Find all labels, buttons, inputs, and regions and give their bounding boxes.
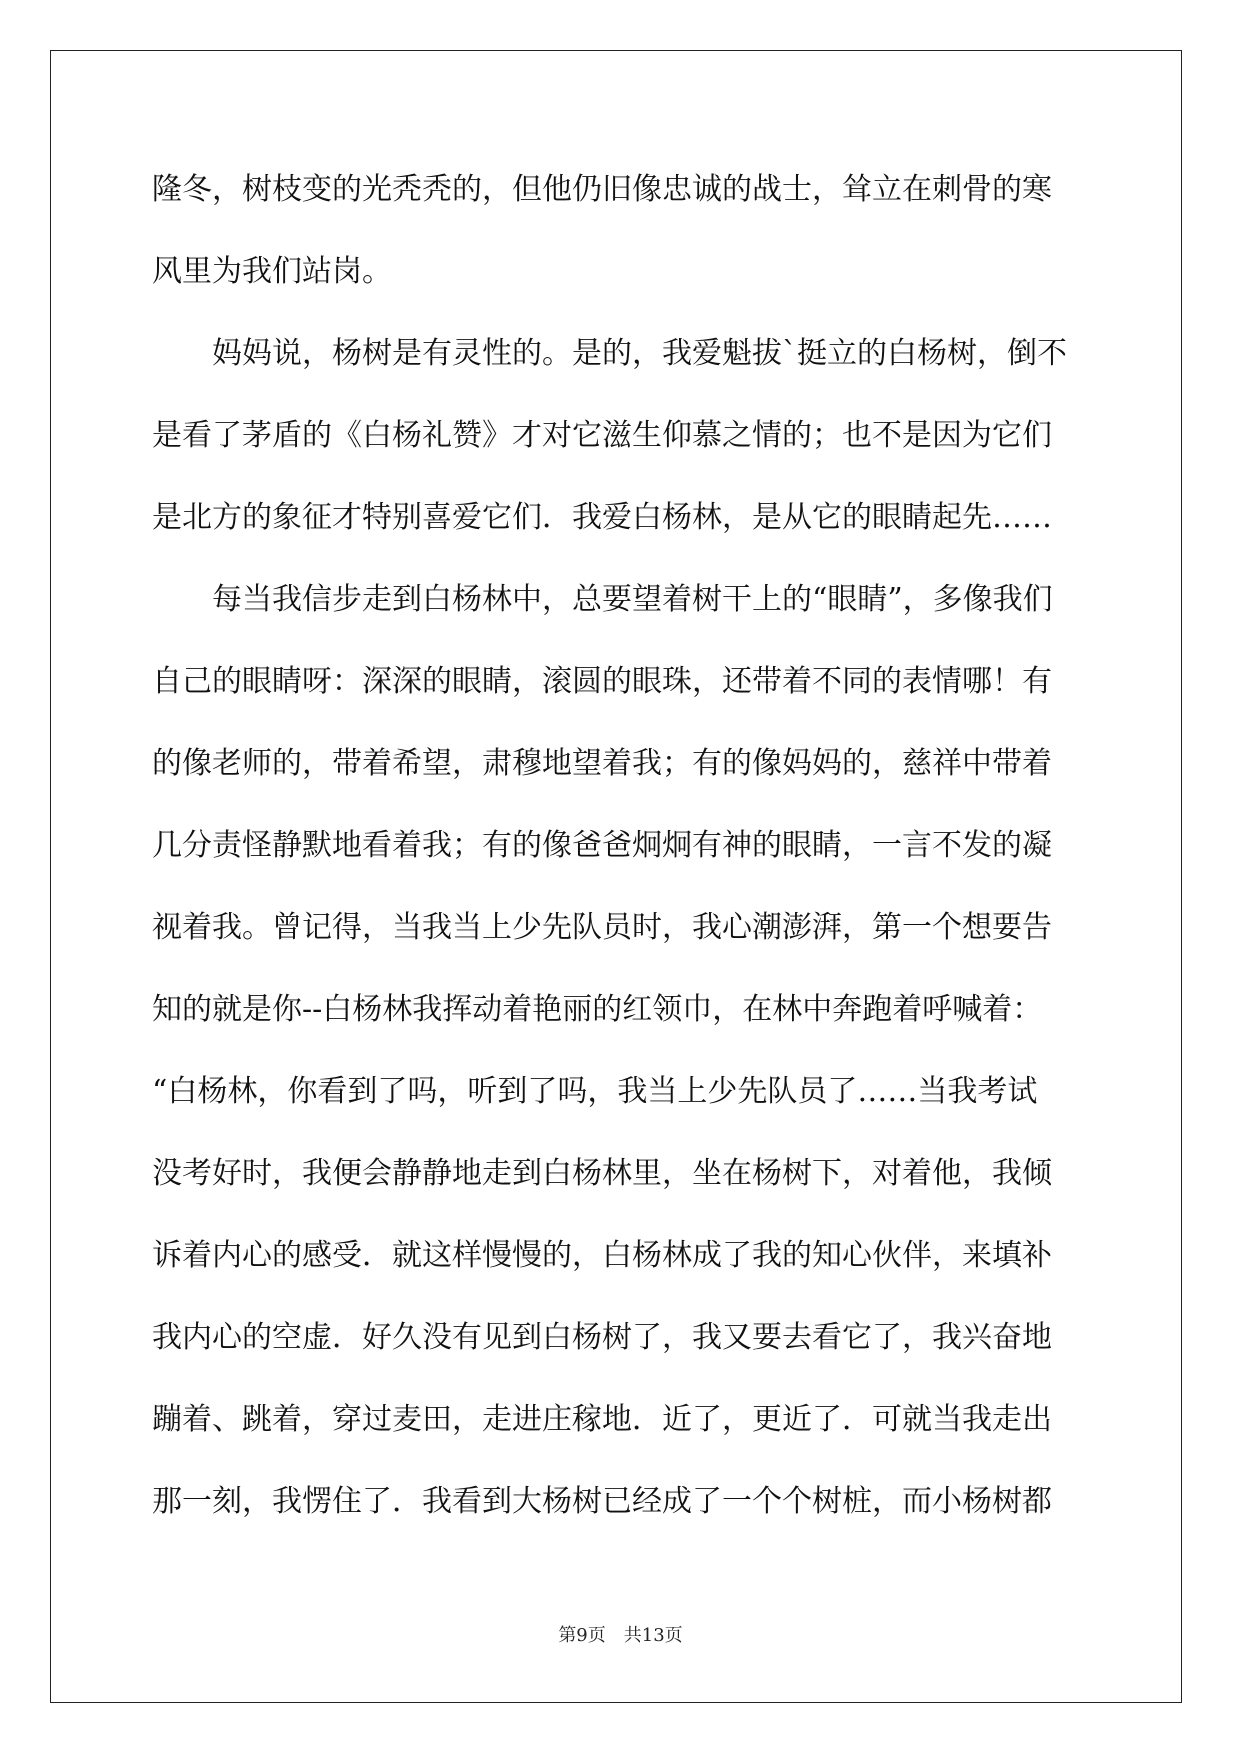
text-line: 是北方的象征才特别喜爱它们．我爱白杨林，是从它的眼睛起先……	[152, 500, 1052, 535]
text-line: 风里为我们站岗。	[152, 254, 392, 289]
text-line: 妈妈说，杨树是有灵性的。是的，我爱魁拔`挺立的白杨树，倒不	[152, 336, 1067, 371]
page-number: 第9页 共13页	[558, 1625, 683, 1646]
text-line: 每当我信步走到白杨林中，总要望着树干上的“眼睛”，多像我们	[152, 582, 1053, 617]
text-line: 蹦着、跳着，穿过麦田，走进庄稼地．近了，更近了．可就当我走出	[152, 1402, 1052, 1437]
text-line: “白杨林，你看到了吗，听到了吗，我当上少先队员了……当我考试	[152, 1074, 1038, 1109]
text-line: 隆冬，树枝变的光秃秃的，但他仍旧像忠诚的战士，耸立在刺骨的寒	[152, 172, 1052, 207]
text-line: 知的就是你--白杨林我挥动着艳丽的红领巾，在林中奔跑着呼喊着：	[152, 992, 1043, 1027]
text-line: 那一刻，我愣住了．我看到大杨树已经成了一个个树桩，而小杨树都	[152, 1484, 1052, 1519]
text-line: 几分责怪静默地看着我；有的像爸爸炯炯有神的眼睛，一言不发的凝	[152, 828, 1052, 863]
text-line: 的像老师的，带着希望，肃穆地望着我；有的像妈妈的，慈祥中带着	[152, 746, 1052, 781]
text-line: 诉着内心的感受．就这样慢慢的，白杨林成了我的知心伙伴，来填补	[152, 1238, 1052, 1273]
body-text	[152, 160, 1087, 1554]
text-line: 自己的眼睛呀：深深的眼睛，滚圆的眼珠，还带着不同的表情哪！有	[152, 664, 1052, 699]
text-line: 视着我。曾记得，当我当上少先队员时，我心潮澎湃，第一个想要告	[152, 910, 1052, 945]
text-line: 没考好时，我便会静静地走到白杨林里，坐在杨树下，对着他，我倾	[152, 1156, 1052, 1191]
text-line: 我内心的空虚．好久没有见到白杨树了，我又要去看它了，我兴奋地	[152, 1320, 1052, 1355]
text-line: 是看了茅盾的《白杨礼赞》才对它滋生仰慕之情的；也不是因为它们	[152, 418, 1052, 453]
